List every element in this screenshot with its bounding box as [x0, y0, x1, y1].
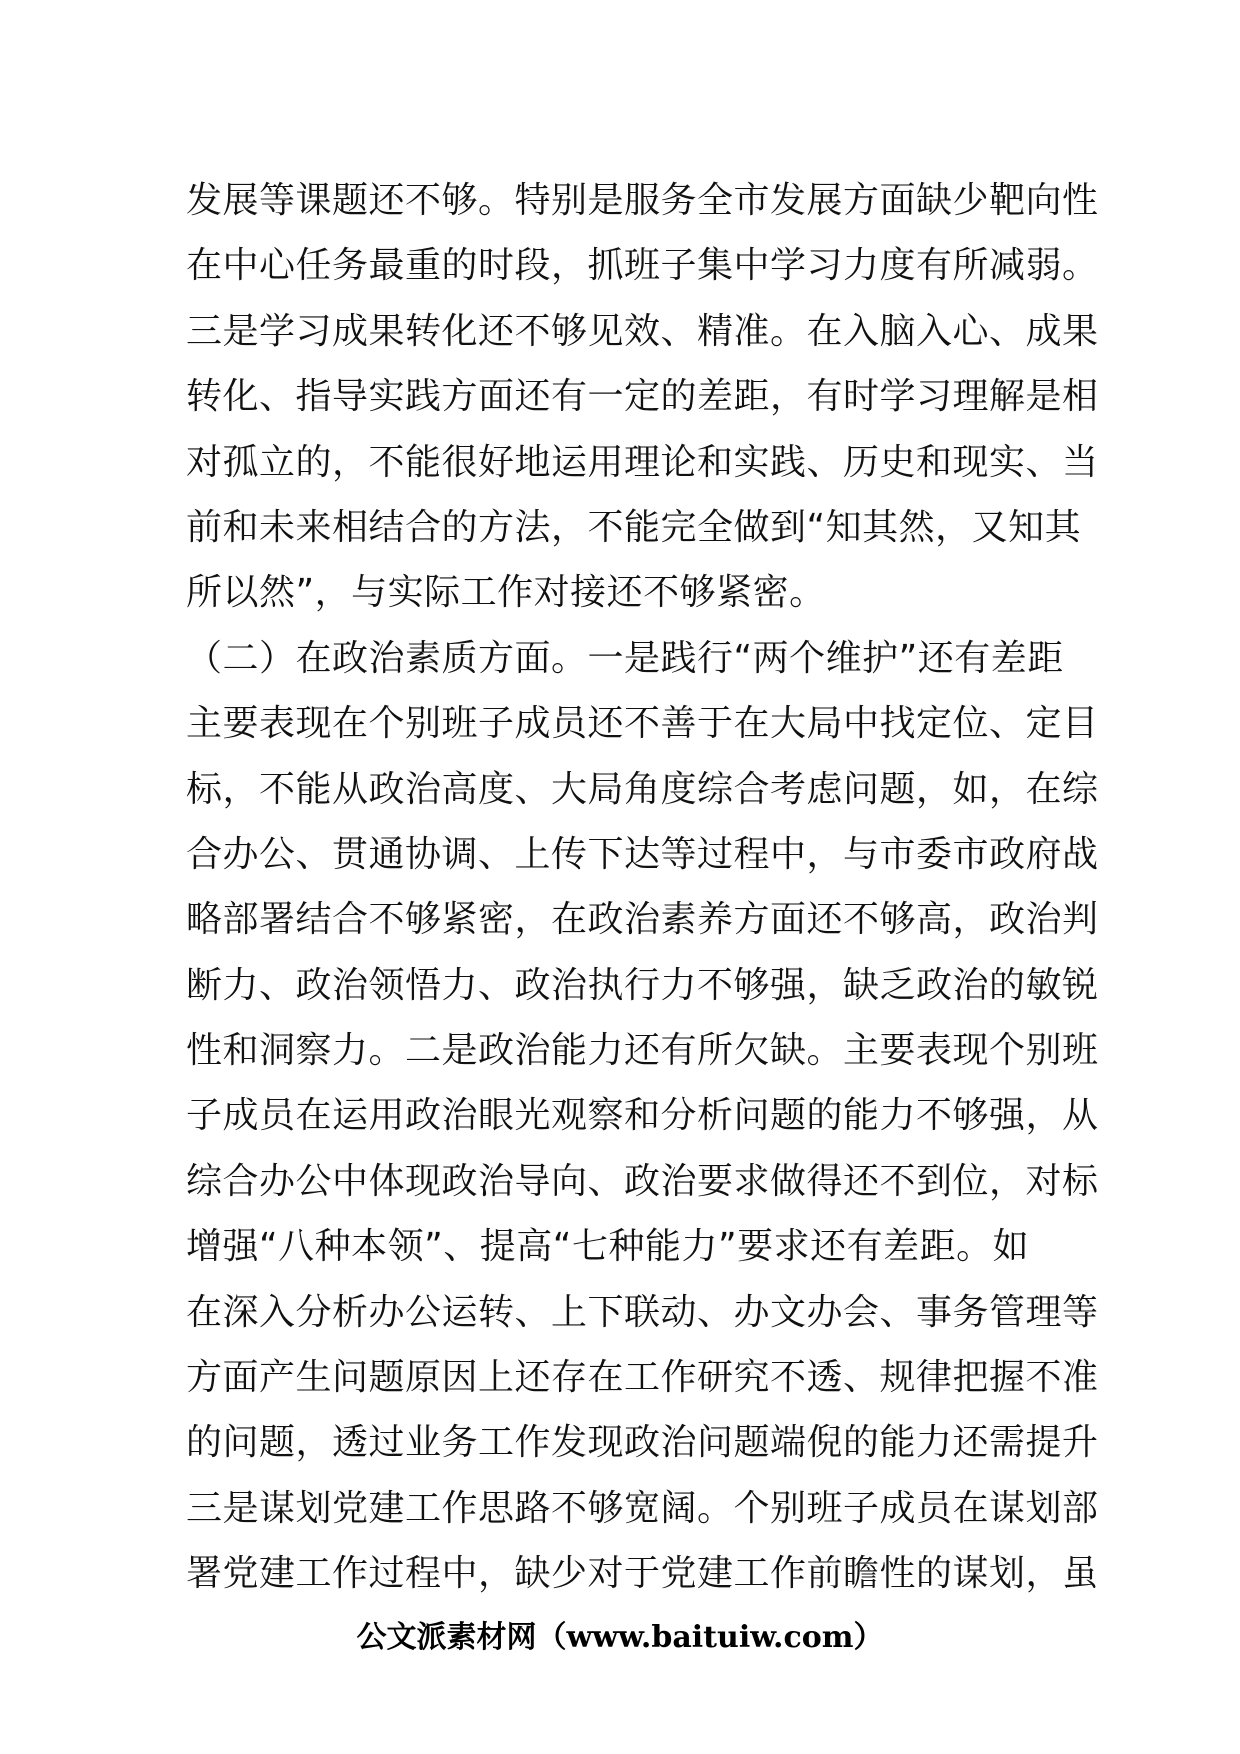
text-line: 的问题，透过业务工作发现政治问题端倪的能力还需提升 — [186, 1422, 1099, 1464]
text-line: （二）在政治素质方面。一是践行“两个维护”还有差距 — [186, 637, 1064, 679]
text-line: 发展等课题还不够。特别是服务全市发展方面缺少靶向性 — [186, 180, 1099, 221]
text-line: 三是学习成果转化还不够见效、精准。在入脑入心、成果 — [186, 310, 1099, 352]
text-line: 合办公、贯通协调、上传下达等过程中，与市委市政府战 — [186, 833, 1099, 875]
text-line: 署党建工作过程中，缺少对于党建工作前瞻性的谋划，虽 — [186, 1553, 1099, 1595]
body-text — [186, 168, 1099, 1607]
text-line: 三是谋划党建工作思路不够宽阔。个别班子成员在谋划部 — [186, 1487, 1099, 1529]
text-line: 主要表现在个别班子成员还不善于在大局中找定位、定目 — [186, 703, 1099, 745]
text-line: 在中心任务最重的时段，抓班子集中学习力度有所减弱。 — [186, 245, 1099, 287]
text-line: 略部署结合不够紧密，在政治素养方面还不够高，政治判 — [186, 899, 1099, 941]
text-line: 子成员在运用政治眼光观察和分析问题的能力不够强，从 — [186, 1095, 1099, 1137]
text-line: 综合办公中体现政治导向、政治要求做得还不到位，对标 — [186, 1160, 1099, 1202]
text-line: 所以然”，与实际工作对接还不够紧密。 — [186, 572, 826, 614]
text-line: 性和洞察力。二是政治能力还有所欠缺。主要表现个别班 — [186, 1030, 1099, 1072]
text-line: 标，不能从政治高度、大局角度综合考虑问题，如，在综 — [186, 768, 1099, 810]
text-line: 断力、政治领悟力、政治执行力不够强，缺乏政治的敏锐 — [186, 964, 1099, 1006]
text-line: 转化、指导实践方面还有一定的差距，有时学习理解是相 — [186, 376, 1099, 418]
text-line: 增强“八种本领”、提高“七种能力”要求还有差距。如 — [186, 1226, 1030, 1268]
text-line: 对孤立的，不能很好地运用理论和实践、历史和现实、当 — [186, 441, 1099, 483]
text-line: 方面产生问题原因上还存在工作研究不透、规律把握不准 — [186, 1357, 1099, 1399]
footer-watermark: 公文派素材网（www.baituiw.com） — [356, 1620, 884, 1655]
text-line: 前和未来相结合的方法，不能完全做到“知其然，又知其 — [186, 506, 1082, 548]
text-line: 在深入分析办公运转、上下联动、办文办会、事务管理等 — [186, 1291, 1099, 1333]
